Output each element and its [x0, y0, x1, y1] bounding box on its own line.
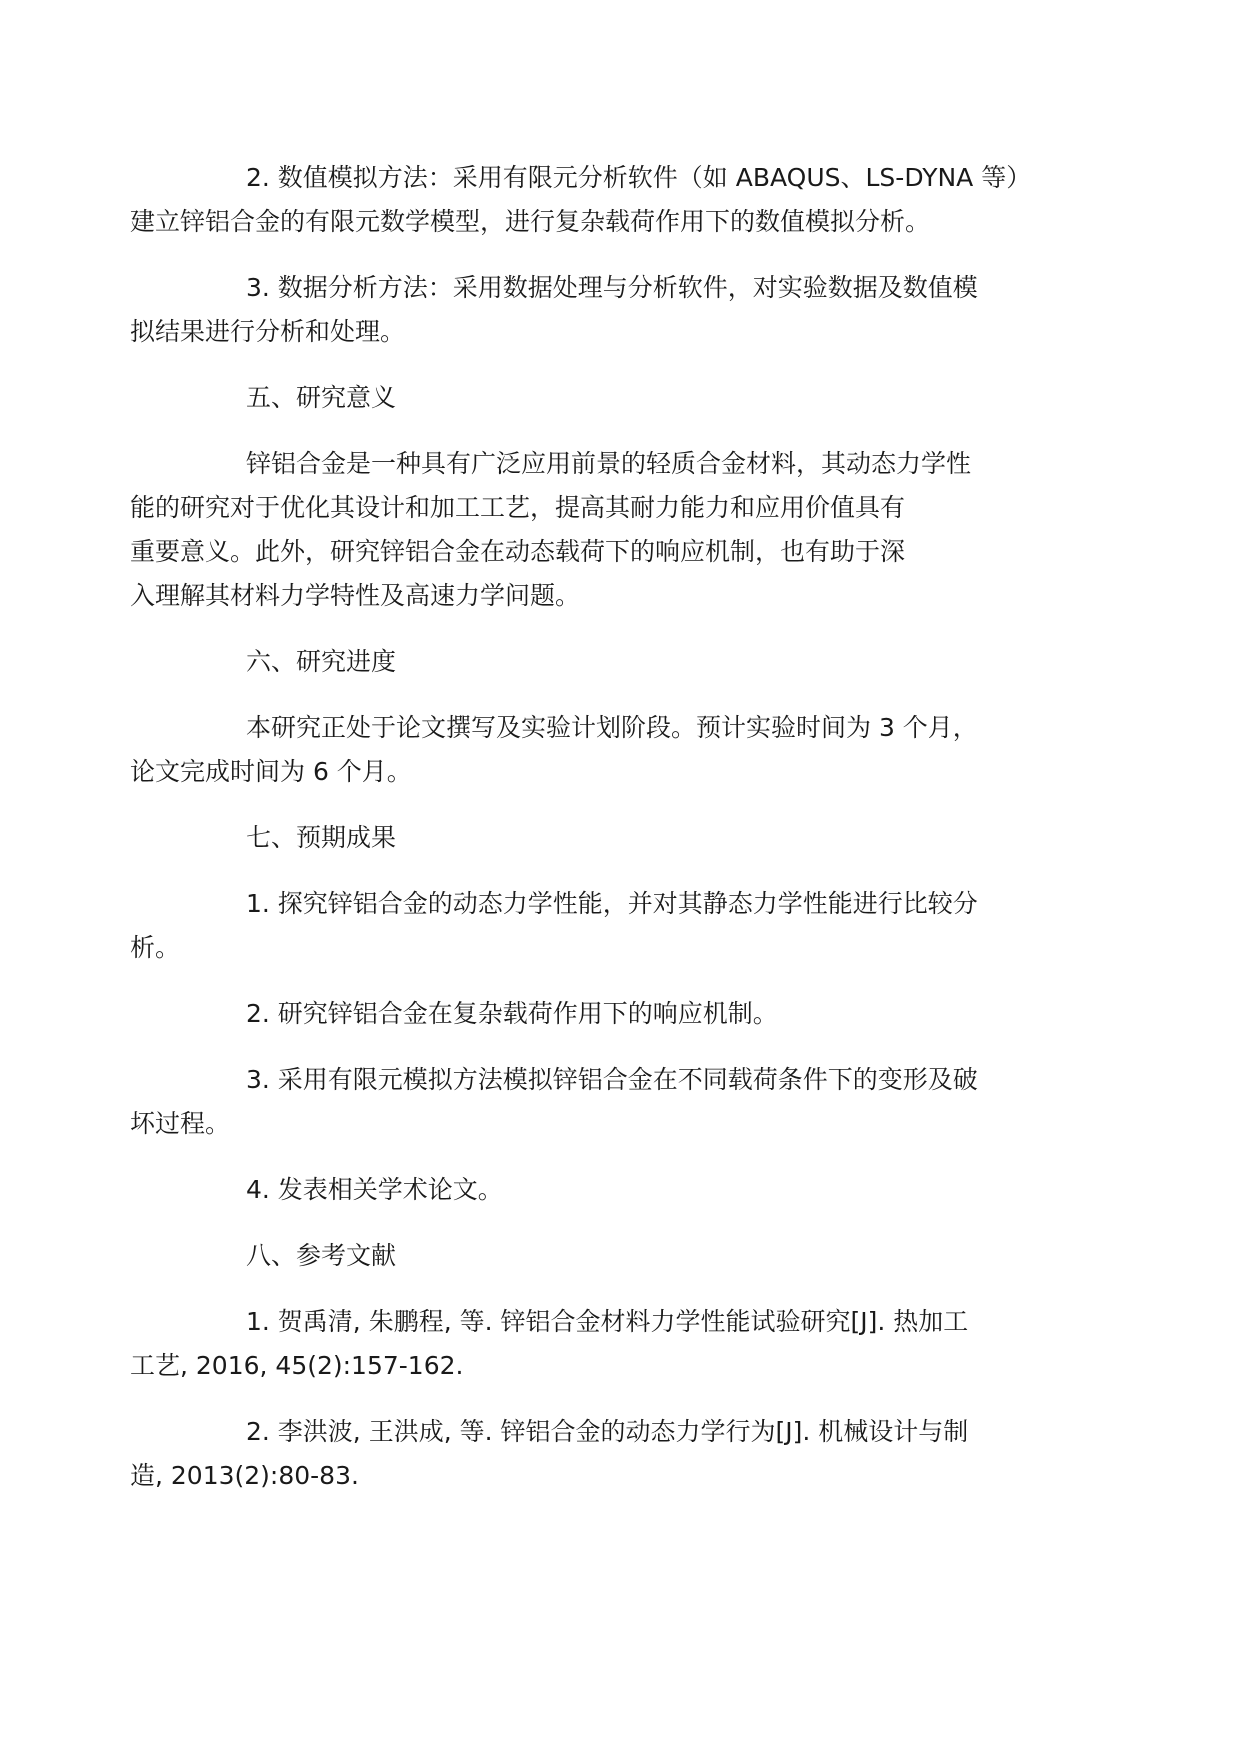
document-body	[130, 156, 1088, 1520]
text-line: 五、研究意义	[246, 383, 397, 412]
text-line: 能的研究对于优化其设计和加工工艺，提高其耐力能力和应用价值具有	[130, 493, 906, 522]
text-line: 论文完成时间为 6 个月。	[130, 757, 412, 786]
section-heading	[188, 376, 1088, 420]
text-line: 2. 李洪波, 王洪成, 等. 锌铝合金的动态力学行为[J]. 机械设计与制	[246, 1417, 969, 1446]
body-paragraph	[130, 1058, 1088, 1146]
body-paragraph	[188, 992, 1088, 1036]
text-line: 造, 2013(2):80-83.	[130, 1461, 359, 1490]
text-line: 拟结果进行分析和处理。	[130, 317, 406, 346]
text-line: 六、研究进度	[246, 647, 397, 676]
text-line: 析。	[130, 933, 181, 962]
section-heading	[188, 816, 1088, 860]
text-line: 3. 采用有限元模拟方法模拟锌铝合金在不同载荷条件下的变形及破	[246, 1065, 978, 1094]
body-paragraph	[130, 442, 1088, 618]
body-paragraph	[130, 1300, 1088, 1388]
text-line: 重要意义。此外，研究锌铝合金在动态载荷下的响应机制，也有助于深	[130, 537, 906, 566]
text-line: 入理解其材料力学特性及高速力学问题。	[130, 581, 581, 610]
text-line: 2. 数值模拟方法：采用有限元分析软件（如 ABAQUS、LS-DYNA 等）	[246, 163, 1032, 192]
text-line: 4. 发表相关学术论文。	[246, 1175, 503, 1204]
body-paragraph	[130, 706, 1088, 794]
body-paragraph	[188, 1168, 1088, 1212]
text-line: 八、参考文献	[246, 1241, 397, 1270]
text-line: 七、预期成果	[246, 823, 397, 852]
section-heading	[188, 1234, 1088, 1278]
text-line: 1. 探究锌铝合金的动态力学性能，并对其静态力学性能进行比较分	[246, 889, 978, 918]
text-line: 锌铝合金是一种具有广泛应用前景的轻质合金材料，其动态力学性	[246, 449, 972, 478]
text-line: 1. 贺禹清, 朱鹏程, 等. 锌铝合金材料力学性能试验研究[J]. 热加工	[246, 1307, 969, 1336]
body-paragraph	[130, 882, 1088, 970]
text-line: 建立锌铝合金的有限元数学模型，进行复杂载荷作用下的数值模拟分析。	[130, 207, 931, 236]
text-line: 本研究正处于论文撰写及实验计划阶段。预计实验时间为 3 个月，	[246, 713, 978, 742]
text-line: 工艺, 2016, 45(2):157-162.	[130, 1351, 464, 1380]
body-paragraph	[130, 1410, 1088, 1498]
body-paragraph	[130, 266, 1088, 354]
text-line: 坏过程。	[130, 1109, 231, 1138]
text-line: 3. 数据分析方法：采用数据处理与分析软件，对实验数据及数值模	[246, 273, 978, 302]
text-line: 2. 研究锌铝合金在复杂载荷作用下的响应机制。	[246, 999, 778, 1028]
section-heading	[188, 640, 1088, 684]
body-paragraph	[130, 156, 1088, 244]
